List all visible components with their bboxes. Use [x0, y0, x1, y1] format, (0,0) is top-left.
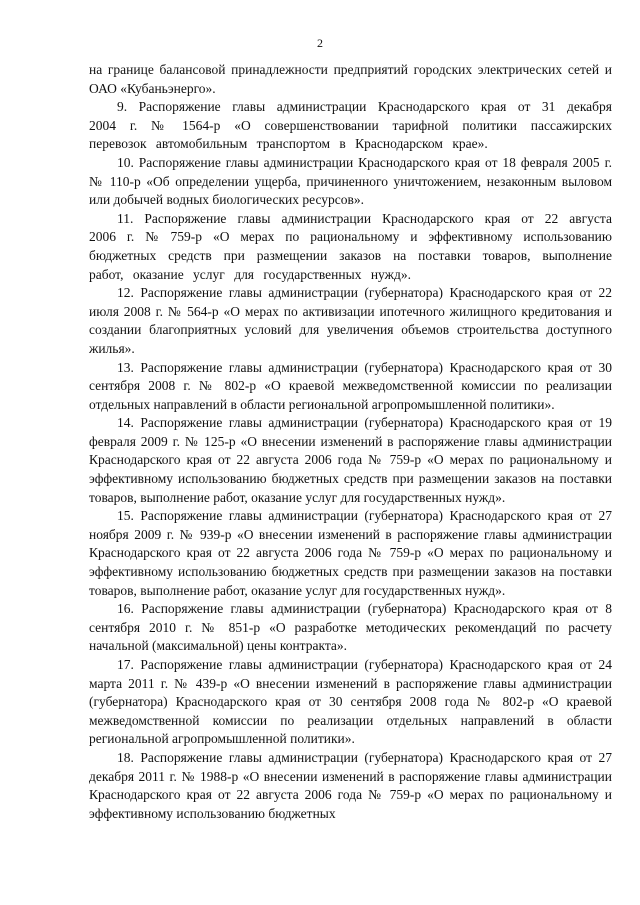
paragraph-item-11: 11. Распоряжение главы администрации Краснодарского края от 22 августа 2006 г. № 759-р «О мерах по рациональному и эффективному использованию бюджетных средств при размещении заказов на поставки товаров, выполнение работ, оказание услуг для государственных нужд». — [89, 210, 612, 282]
paragraph-item-16: 16. Распоряжение главы администрации (губернатора) Краснодарского края от 8 сентября 2010 г. № 851-р «О разработке методических рекомендаций по расчету начальной (максимальной) цены контракта». — [89, 601, 612, 654]
paragraph-item-13: 13. Распоряжение главы администрации (губернатора) Краснодарского края от 30 сентября 2008 г. № 802-р «О краевой межведомственной комиссии по реализации отдельных направлений в области региональной агропромышленной политики». — [89, 359, 612, 412]
page-number: 2 — [317, 36, 323, 50]
paragraph-item-12: 12. Распоряжение главы администрации (губернатора) Краснодарского края от 22 июля 2008 г. № 564-р «О мерах по активизации ипотечного жилищного кредитования и создании благоприятных условий для увеличения объемов строительства доступного жилья». — [89, 285, 612, 356]
paragraph-item-17: 17. Распоряжение главы администрации (губернатора) Краснодарского края от 24 марта 2011 г. № 439-р «О внесении изменений в распоряжение главы администрации (губернатора) Краснодарского края от 30 сентября 2008 года № 802-р «О краевой межведомственной комиссии по реализации отдельных направлений в области региональной агропромышленной политики». — [89, 657, 612, 747]
paragraph-item-14: 14. Распоряжение главы администрации (губернатора) Краснодарского края от 19 февраля 2009 г. № 125-р «О внесении изменений в распоряжение главы администрации Краснодарского края от 22 августа 2006 года № 759-р «О мерах по рациональному и эффективному использованию бюджетных средств при размещении заказов на поставки товаров, выполнение работ, оказание услуг для государственных нужд». — [89, 415, 612, 505]
paragraph-item-15: 15. Распоряжение главы администрации (губернатора) Краснодарского края от 27 ноября 2009 г. № 939-р «О внесении изменений в распоряжение главы администрации Краснодарского края от 22 августа 2006 года № 759-р «О мерах по рациональному и эффективному использованию бюджетных средств при размещении заказов на поставки товаров, выполнение работ, оказание услуг для государственных нужд». — [89, 508, 612, 598]
paragraph-item-18: 18. Распоряжение главы администрации (губернатора) Краснодарского края от 27 декабря 2011 г. № 1988-р «О внесении изменений в распоряжение главы администрации Краснодарского края от 22 августа 2006 года № 759-р «О мерах по рациональному и эффективному использованию бюджетных — [89, 749, 612, 821]
document-body — [89, 61, 612, 823]
paragraph-continuation: на границе балансовой принадлежности предприятий городских электрических сетей и ОАО «Кубаньэнерго». — [89, 62, 612, 96]
paragraph-item-10: 10. Распоряжение главы администрации Краснодарского края от 18 февраля 2005 г. № 110-р «Об определении ущерба, причиненного уничтожением, незаконным выловом или добычей водных биологических ресурсов». — [89, 154, 612, 208]
paragraph-item-9: 9. Распоряжение главы администрации Краснодарского края от 31 декабря 2004 г. № 1564-р «О совершенствовании тарифной политики пассажирских перевозок автомобильным транспортом в Краснодарском крае». — [89, 99, 612, 152]
